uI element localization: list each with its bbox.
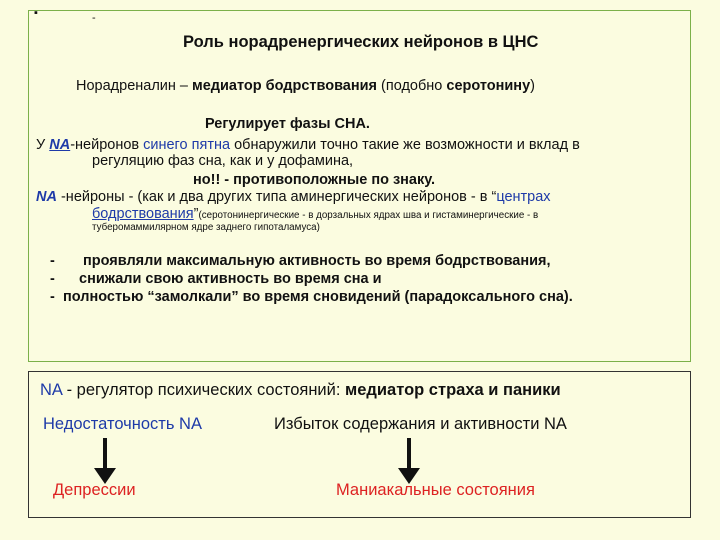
page-title: Роль норадренергических нейронов в ЦНС xyxy=(183,33,539,51)
list-text: полностью “замолкали” во время сновидений (парадоксального сна). xyxy=(63,289,573,305)
headline-bold: медиатор страха и паники xyxy=(345,381,561,399)
list-item xyxy=(50,271,382,287)
list-item xyxy=(50,289,573,305)
wakefulness-link: бодрствования xyxy=(92,206,194,222)
na-abbrev-2: NA xyxy=(36,189,57,205)
list-dash: - xyxy=(50,289,55,305)
para2-line2 xyxy=(92,205,538,223)
para2-small-1: (серотонинергические - в дорзальных ядрах шва и гистаминергические - в xyxy=(198,210,539,221)
regulates-heading: Регулирует фазы СНА. xyxy=(205,116,370,132)
list-dash: - xyxy=(50,253,55,269)
list-item xyxy=(50,253,551,269)
intro-middle: (подобно xyxy=(377,78,447,94)
para1-line2: регуляцию фаз сна, как и у дофамина, xyxy=(92,153,354,169)
intro-prefix: Норадреналин – xyxy=(76,78,193,94)
blue-spot-term: синего пятна xyxy=(143,137,231,153)
list-text: проявляли максимальную активность во время бодрствования, xyxy=(83,253,551,269)
para2-line1 xyxy=(36,189,551,205)
excess-label: Избыток содержания и активности NA xyxy=(274,415,567,433)
para1-line1 xyxy=(36,137,580,153)
na-abbrev-3: NA xyxy=(40,381,63,399)
bullet-marker: ▪ xyxy=(34,7,38,19)
para2-prefix: -нейроны - (как и два других типа аминергических нейронов - в “ xyxy=(56,189,497,205)
intro-suffix: ) xyxy=(530,78,535,94)
na-abbrev: NA xyxy=(49,137,71,153)
down-arrow-icon xyxy=(94,438,116,484)
quote-close: ” xyxy=(193,206,199,222)
intro-line xyxy=(76,78,535,94)
intro-bold: медиатор бодрствования xyxy=(192,78,377,94)
down-arrow-icon xyxy=(398,438,420,484)
para2-small-2: туберомаммилярном ядре заднего гипоталамуса) xyxy=(92,222,320,233)
headline-prefix: - регулятор психических состояний: xyxy=(62,381,346,399)
manic-result: Маниакальные состояния xyxy=(336,481,535,499)
para1-line3: но!! - противоположные по знаку. xyxy=(193,172,436,188)
list-text: снижали свою активность во время сна и xyxy=(79,271,382,287)
para1-suffix: обнаружили точно такие же возможности и вклад в xyxy=(230,137,580,153)
bottom-headline xyxy=(40,381,561,400)
depression-result: Депрессии xyxy=(53,481,136,499)
list-dash: - xyxy=(50,271,55,287)
para1-middle: -нейронов xyxy=(70,137,144,153)
para1-prefix: У xyxy=(36,137,50,153)
intro-bold-2: серотонину xyxy=(446,78,531,94)
centers-link: центрах xyxy=(496,189,551,205)
dash-marker: - xyxy=(92,12,96,24)
deficiency-label: Недостаточность NA xyxy=(43,415,202,433)
